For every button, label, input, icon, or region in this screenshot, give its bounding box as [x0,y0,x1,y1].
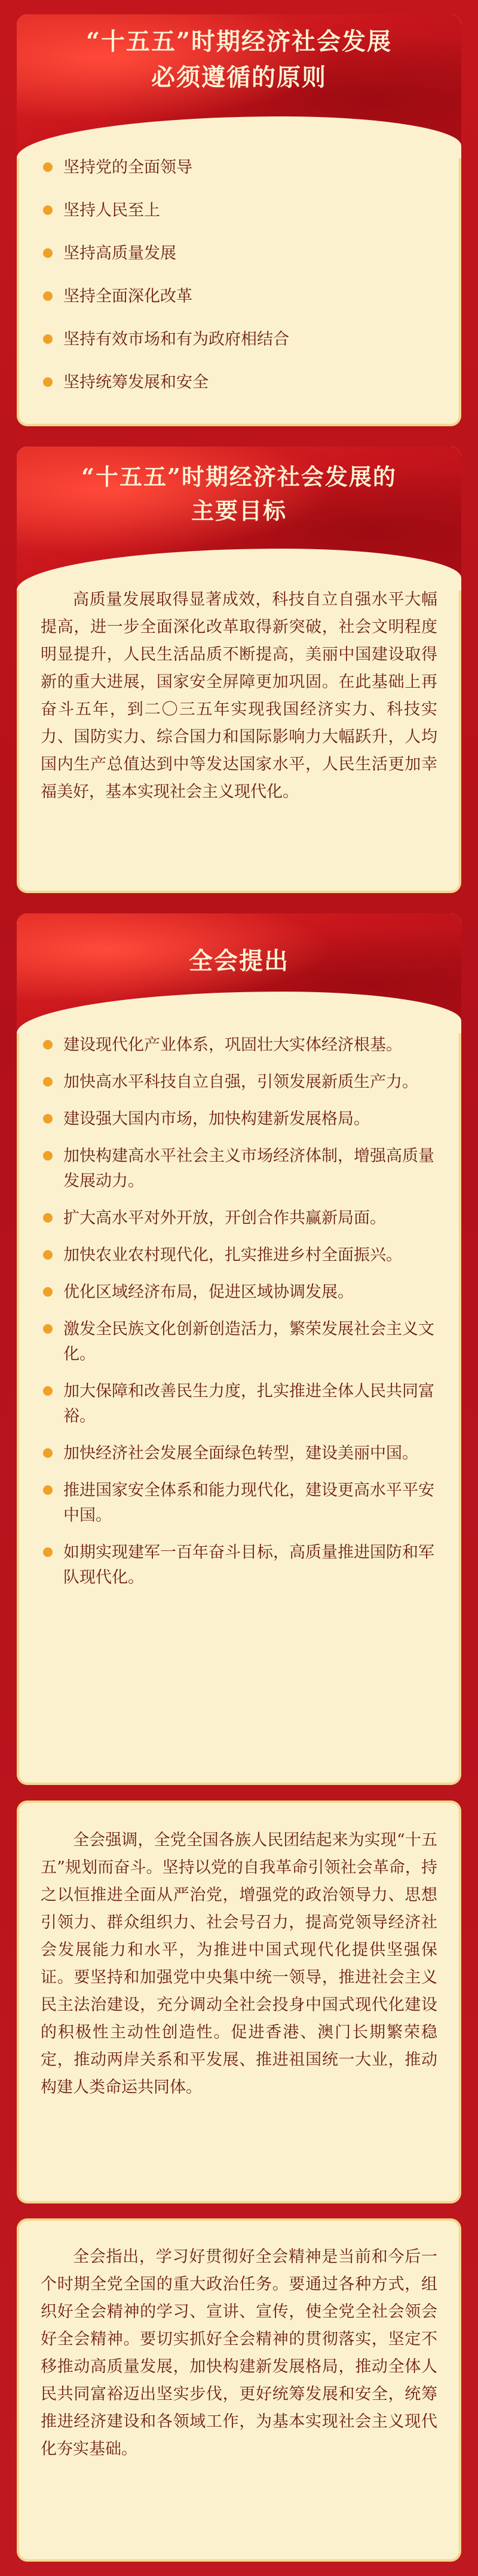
list-item [41,241,437,266]
list-item-text: 加快经济社会发展全面绿色转型，建设美丽中国。 [63,1444,418,1463]
list-item-text: 坚持统筹发展和安全 [63,373,209,392]
list-item-text: 如期实现建军一百年奋斗目标，高质量推进国防和军队现代化。 [63,1543,434,1587]
list-item [41,370,437,395]
proposals-list [17,1033,461,1590]
list-item [41,1379,440,1429]
bullet-icon [43,1213,53,1223]
list-item [41,1540,440,1590]
bullet-icon [43,1324,53,1334]
red-flag-banner [17,14,461,158]
bullet-icon [43,205,53,215]
list-item [41,1478,440,1528]
bullet-icon [43,162,53,172]
list-item-text: 扩大高水平对外开放，开创合作共赢新局面。 [63,1209,386,1227]
list-item-text: 坚持高质量发展 [63,244,176,263]
goals-body: 高质量发展取得显著成效，科技自立自强水平大幅提高，进一步全面深化改革取得新突破，社会文明程度明显提升，人民生活品质不断提高，美丽中国建设取得新的重大进展，国家安全屏障更加巩固。在此基础上再奋斗五年，到二〇三五年实现我国经济实力、科技实力、国防实力、综合国力和国际影响力大幅跃升，人均国内生产总值达到中等发达国家水平，人民生活更加幸福美好，基本实现社会主义现代化。 [41,590,437,801]
proposals-title: 全会提出 [189,947,289,975]
conclusion-body: 全会指出，学习好贯彻好全会精神是当前和今后一个时期全党全国的重大政治任务。要通过各种方式，组织好全会精神的学习、宣讲、宣传，使全党全社会领会好全会精神。要切实抓好全会精神的贯彻落实，坚定不移推动高质量发展，加快构建新发展格局，推动全体人民共同富裕迈出坚实步伐，更好统筹发展和安全，统筹推进经济建设和各领域工作，为基本实现社会主义现代化夯实基础。 [41,2248,437,2458]
list-item [41,327,437,352]
list-item-text: 加快高水平科技自立自强，引领发展新质生产力。 [63,1073,418,1091]
goals-title-line1: “十五五”时期经济社会发展的 [81,463,397,490]
list-item [41,155,437,180]
list-item-text: 坚持人民至上 [63,201,160,220]
list-item [41,284,437,309]
principles-title [17,24,461,96]
list-item-text: 坚持有效市场和有为政府相结合 [63,330,289,349]
plenum-conclusion-card [17,2218,461,2562]
bullet-icon [43,1250,53,1260]
bullet-icon [43,1040,53,1050]
plenum-emphasis-card [17,1801,461,2203]
list-item [41,1070,440,1095]
list-item [41,1441,440,1466]
list-item-text: 优化区域经济布局，促进区域协调发展。 [63,1283,354,1301]
principles-card [17,14,461,426]
list-item-text: 坚持全面深化改革 [63,287,192,306]
plenum-proposals-card [17,913,461,1785]
principles-title-line2: 必须遵循的原则 [151,63,327,91]
bullet-icon [43,1547,53,1557]
list-item-text: 加快农业农村现代化，扎实推进乡村全面振兴。 [63,1246,402,1264]
goals-title-line2: 主要目标 [191,497,287,524]
list-item-text: 激发全民族文化创新创造活力，繁荣发展社会主义文化。 [63,1320,434,1364]
list-item [41,1107,440,1132]
list-item-text: 加快构建高水平社会主义市场经济体制，增强高质量发展动力。 [63,1147,434,1190]
bullet-icon [43,1485,53,1495]
principles-title-line1: “十五五”时期经济社会发展 [85,27,392,56]
list-item-text: 建设现代化产业体系，巩固壮大实体经济根基。 [63,1036,402,1054]
bullet-icon [43,248,53,258]
list-item-text: 坚持党的全面领导 [63,158,192,177]
bullet-icon [43,1077,53,1087]
list-item [41,1280,440,1305]
list-item-text: 推进国家安全体系和能力现代化，建设更高水平平安中国。 [63,1481,434,1525]
bullet-icon [43,1287,53,1297]
red-flag-banner [17,447,461,590]
list-item-text: 加大保障和改善民生力度，扎实推进全体人民共同富裕。 [63,1382,434,1426]
list-item [41,1243,440,1268]
emphasis-body: 全会强调，全党全国各族人民团结起来为实现“十五五”规划而奋斗。坚持以党的自我革命引领社会革命，持之以恒推进全面从严治党，增强党的政治领导力、思想引领力、群众组织力、社会号召力，提高党领导经济社会发展能力和水平，为推进中国式现代化提供坚强保证。要坚持和加强党中央集中统一领导，推进社会主义民主法治建设，充分调动全社会投身中国式现代化建设的积极性主动性创造性。促进香港、澳门长期繁荣稳定，推动两岸关系和平发展、推进祖国统一大业，推动构建人类命运共同体。 [41,1831,437,2097]
list-item [41,1144,440,1194]
principles-list [17,155,461,395]
list-item [41,198,437,223]
list-item [41,1317,440,1367]
emphasis-body-wrap [17,1801,461,2101]
list-item [41,1206,440,1231]
bullet-icon [43,334,53,344]
bullet-icon [43,291,53,301]
goals-card [17,447,461,893]
bullet-icon [43,1114,53,1124]
bullet-icon [43,1151,53,1161]
list-item-text: 建设强大国内市场，加快构建新发展格局。 [63,1110,370,1128]
bullet-icon [43,1386,53,1396]
goals-body-wrap [17,586,461,806]
bullet-icon [43,377,53,387]
list-item [41,1033,440,1058]
bullet-icon [43,1448,53,1458]
conclusion-body-wrap [17,2218,461,2463]
red-flag-banner [17,913,461,1033]
goals-title [17,460,461,528]
